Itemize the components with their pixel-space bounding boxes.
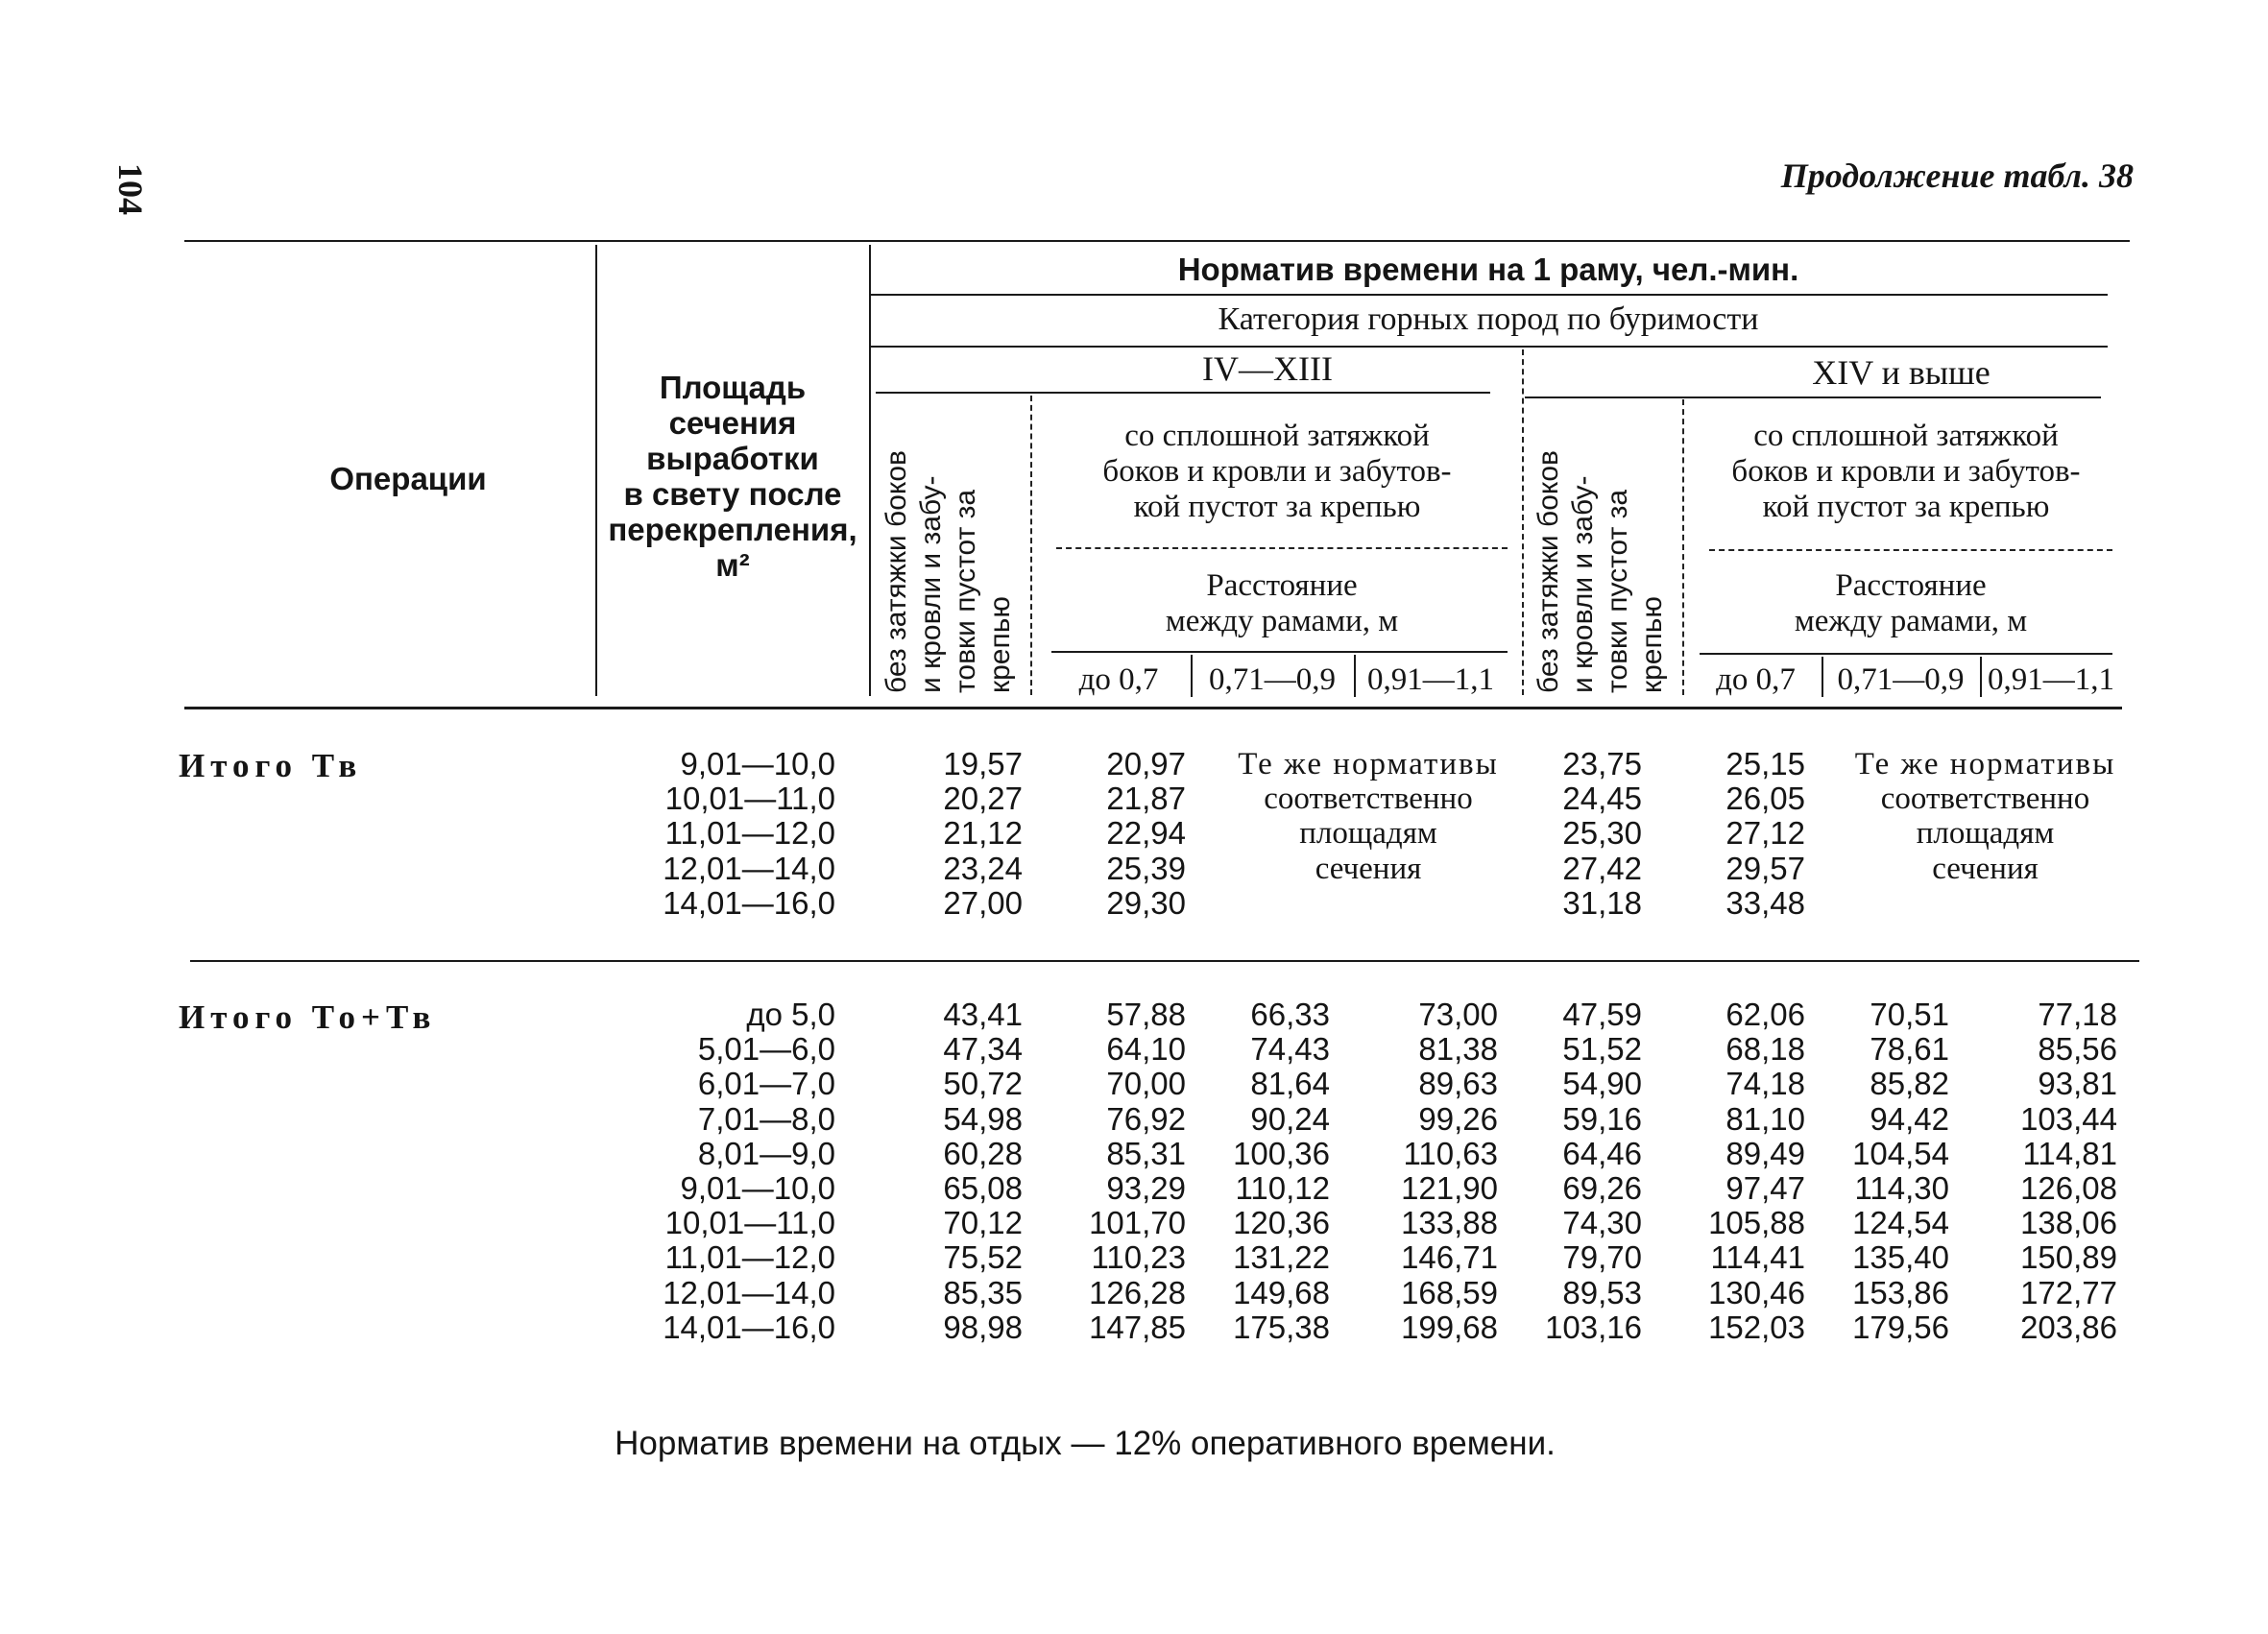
header-g1-do07: до 0,7 <box>1078 662 1159 697</box>
footnote: Норматив времени на отдых — 12% оперативного времени. <box>615 1425 1556 1462</box>
section1-g2-do07: 25,15 26,05 27,12 29,57 33,48 <box>1725 746 1805 921</box>
section1-g1-do07: 20,97 21,87 22,94 25,39 29,30 <box>1106 746 1186 921</box>
rule-g2-with <box>1709 549 2112 551</box>
header-g2-without: без затяжки боков и кровли и забу- товки пустот за крепью <box>1532 450 1668 693</box>
header-g1-without: без затяжки боков и кровли и забу- товки пустот за крепью <box>881 450 1016 693</box>
table-top-rule <box>184 240 2130 242</box>
divider-operations <box>595 245 597 696</box>
section1-g1-note: Те же нормативы соответственно площадям сечения <box>1238 747 1499 886</box>
header-g1-071: 0,71—0,9 <box>1209 662 1336 697</box>
header-g2-091: 0,91—1,1 <box>1988 662 2114 697</box>
section-divider-rule <box>190 960 2139 962</box>
section2-g2-do07: 62,06 68,18 74,18 81,10 89,49 97,47 105,88 114,41 130,46 152,03 <box>1708 997 1805 1345</box>
header-g1-distance: Расстояние между рамами, м <box>1165 568 1399 638</box>
header-g2-with: со сплошной затяжкой боков и кровли и забутов- кой пустот за крепью <box>1731 419 2081 524</box>
header-norm-title: Норматив времени на 1 раму, чел.-мин. <box>1177 252 1799 287</box>
rule-under-norm-title <box>869 294 2108 296</box>
header-group1: IV—XIII <box>1202 349 1333 388</box>
divider-g1-without <box>1030 396 1032 695</box>
section1-g2-without: 23,75 24,45 25,30 27,42 31,18 <box>1562 746 1642 921</box>
section2-g1-071: 66,33 74,43 81,64 90,24 100,36 110,12 120,36 131,22 149,68 175,38 <box>1233 997 1330 1345</box>
header-g1-with: со сплошной затяжкой боков и кровли и забутов- кой пустот за крепью <box>1102 419 1452 524</box>
section2-g2-without: 47,59 51,52 54,90 59,16 64,46 69,26 74,30 79,70 89,53 103,16 <box>1545 997 1642 1345</box>
section1-areas: 9,01—10,0 10,01—11,0 11,01—12,0 12,01—14,0 14,01—16,0 <box>663 746 835 921</box>
section2-g1-without: 43,41 47,34 50,72 54,98 60,28 65,08 70,12 75,52 85,35 98,98 <box>943 997 1023 1345</box>
header-operations: Операции <box>329 461 487 496</box>
header-category: Категория горных пород по буримости <box>1218 301 1759 337</box>
section2-g2-091: 77,18 85,56 93,81 103,44 114,81 126,08 138,06 150,89 172,77 203,86 <box>2020 997 2117 1345</box>
header-area: Площадь сечения выработки в свету после перекрепления, м² <box>608 370 857 583</box>
section2-g1-do07: 57,88 64,10 70,00 76,92 85,31 93,29 101,70 110,23 126,28 147,85 <box>1089 997 1186 1345</box>
header-g2-do07: до 0,7 <box>1716 662 1796 697</box>
section1-label: Итого Тв <box>179 747 363 784</box>
rule-g1-distance <box>1051 651 1508 653</box>
page-number: 104 <box>111 163 150 215</box>
rule-g2-distance <box>1700 653 2112 655</box>
header-g2-distance: Расстояние между рамами, м <box>1794 568 2028 638</box>
section1-g2-note: Те же нормативы соответственно площадям сечения <box>1854 747 2116 886</box>
rule-g1-with <box>1056 547 1508 549</box>
section2-g2-071: 70,51 78,61 85,82 94,42 104,54 114,30 124,54 135,40 153,86 179,56 <box>1852 997 1949 1345</box>
section2-areas: до 5,0 5,01—6,0 6,01—7,0 7,01—8,0 8,01—9,0 9,01—10,0 10,01—11,0 11,01—12,0 12,01—14,0 14,01—16,0 <box>663 997 835 1345</box>
table-continuation-title: Продолжение табл. 38 <box>1780 156 2134 195</box>
rule-under-group1 <box>876 392 1490 394</box>
header-bottom-rule <box>184 707 2122 709</box>
header-group2: XIV и выше <box>1812 353 1991 392</box>
section1-g1-without: 19,57 20,27 21,12 23,24 27,00 <box>943 746 1023 921</box>
header-g1-091: 0,91—1,1 <box>1367 662 1494 697</box>
section2-label: Итого То+Тв <box>179 998 437 1036</box>
section2-g1-091: 73,00 81,38 89,63 99,26 110,63 121,90 133,88 146,71 168,59 199,68 <box>1401 997 1498 1345</box>
header-g2-071: 0,71—0,9 <box>1837 662 1965 697</box>
divider-groups <box>1522 349 1524 695</box>
rule-under-category <box>869 346 2108 348</box>
divider-g2-without <box>1682 399 1684 695</box>
